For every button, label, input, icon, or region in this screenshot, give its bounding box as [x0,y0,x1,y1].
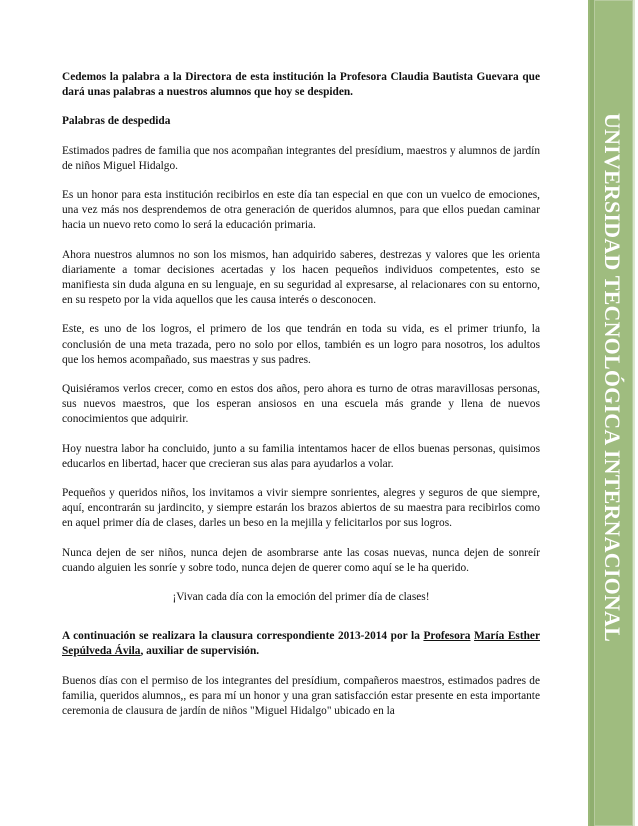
paragraph-7: Pequeños y queridos niños, los invitamos a vivir siempre sonrientes, alegres y seguros de que siempre, aquí, encontrarán su jardincito, y siempre estarán los brazos abiertos de su maestra para recibirlos como en aquel primer día de clases, darles un beso en la mejilla y felicitarlos por sus logros. [62,487,540,530]
paragraph-4: Este, es uno de los logros, el primero de los que tendrán en toda su vida, es el primer triunfo, la conclusión de una meta trazada, pero no solo por ellos, también es un logro para nosotros, los adultos que los hemos acompañado, sus maestras y sus padres. [62,323,540,366]
university-title: UNIVERSIDAD TECNOLÓGICA INTERNACIONAL [600,113,625,642]
paragraph-3: Ahora nuestros alumnos no son los mismos, han adquirido saberes, destrezas y valores que les orienta diariamente a tomar decisiones acertadas y los hacen pequeños individuos competentes, esto se manifiesta sin duda alguna en su lenguaje, en su seguridad al expresarse, al relacionares con su entorno, en su respeto por la vida aquellos que les causa interés o desconocen. [62,248,540,307]
closing-line: ¡Vivan cada día con la emoción del primer día de clases! [172,591,430,604]
paragraph-1: Estimados padres de familia que nos acompañan integrantes del presídium, maestros y alumnos de jardín de niños Miguel Hidalgo. [62,144,540,172]
paragraph-6: Hoy nuestra labor ha concluido, junto a su familia intentamos hacer de ellos buenas personas, quisimos educarlos en libertad, hacer que crecieran sus alas para ayudarlos a volar. [62,442,540,470]
last-paragraph: Buenos días con el permiso de los integrantes del presídium, compañeros maestros, estimados padres de familia, queridos alumnos,, es para mí un honor y una gran satisfacción estar presente en esta importante ceremonia de clausura de jardín de niños "Miguel Hidalgo" ubicado en la [62,674,540,718]
closure-text-end: , auxiliar de supervisión. [140,645,260,658]
paragraph-2: Es un honor para esta institución recibirlos en este día tan especial en que con un vuelco de emociones, una vez más nos desprendemos de otra generación de queridos alumnos, para que ellos puedan caminar hacia un nuevo reto como lo será la educación primaria. [62,189,540,232]
university-sidebar [588,0,635,826]
intro-paragraph: Cedemos la palabra a la Directora de esta institución la Profesora Claudia Bautista Guevara que dará unas palabras a nuestros alumnos que hoy se despiden. [62,71,540,99]
paragraph-8: Nunca dejen de ser niños, nunca dejen de asombrarse ante las cosas nuevas, nunca dejen de sonreír cuando alguien les sonríe y sobre todo, nunca dejen de querer como aquí se le ha querido. [62,546,540,574]
closure-paragraph [62,629,540,659]
section-heading: Palabras de despedida [62,115,171,128]
document-content [62,70,540,733]
closure-name: María Esther Sepúlveda Ávila [62,630,540,658]
paragraph-5: Quisiéramos verlos crecer, como en estos dos años, pero ahora es turno de otras maravillosas personas, sus nuevos maestros, que los esperan ansiosos en una escuela más grande y llena de nuevos conocimientos que adquirir. [62,383,540,426]
closure-text-start: A continuación se realizara la clausura correspondiente 2013-2014 por la [62,630,424,643]
closure-name-title: Profesora [423,630,471,643]
